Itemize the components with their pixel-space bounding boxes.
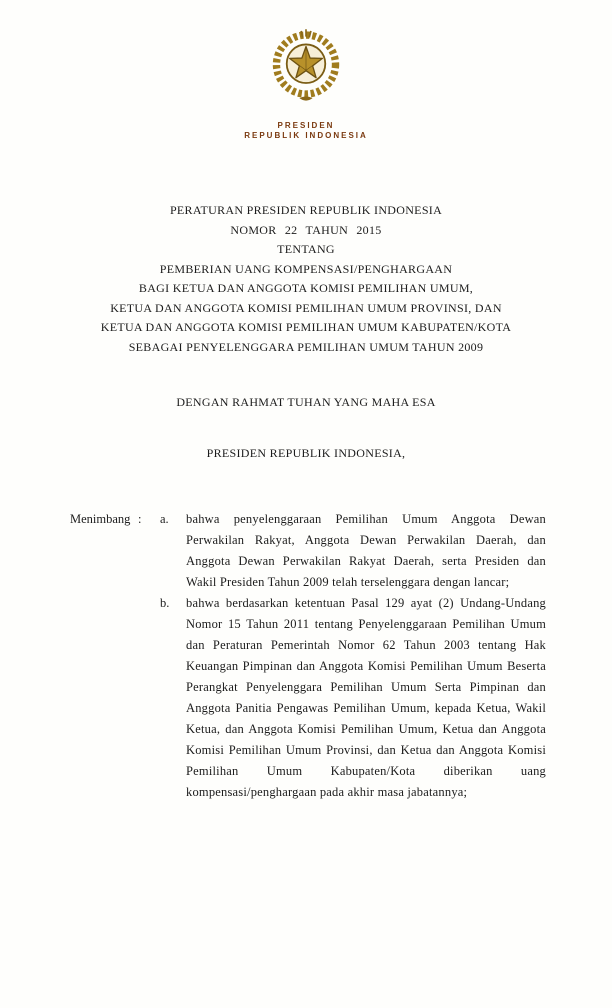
- regulation-title: [0, 201, 612, 357]
- letterhead: [0, 121, 612, 141]
- title-line-5: BAGI KETUA DAN ANGGOTA KOMISI PEMILIHAN UMUM,: [138, 281, 474, 295]
- letterhead-presiden: PRESIDEN: [277, 121, 335, 130]
- item-a-text: bahwa penyelenggaraan Pemilihan Umum Anggota Dewan Perwakilan Rakyat, Anggota Dewan Perwakilan Daerah, dan Anggota Dewan Perwakilan Rakyat Daerah, serta Presiden dan Wakil Presiden Tahun 2009 telah terselenggara dengan lancar;: [186, 512, 546, 589]
- considering-items: [160, 509, 546, 803]
- presiden-line: PRESIDEN REPUBLIK INDONESIA,: [206, 446, 406, 460]
- emblem-container: [0, 0, 612, 113]
- item-b-marker: b.: [160, 596, 170, 610]
- title-line-6: KETUA DAN ANGGOTA KOMISI PEMILIHAN UMUM PROVINSI, DAN: [110, 300, 502, 315]
- considering-label: Menimbang: [70, 512, 131, 526]
- title-line-8: SEBAGAI PENYELENGGARA PEMILIHAN UMUM TAHUN 2009: [128, 339, 484, 354]
- letterhead-republik-indonesia: REPUBLIK INDONESIA: [244, 131, 368, 140]
- considering-item-a: [160, 509, 546, 593]
- wreath-bow: [299, 97, 312, 101]
- considering-colon: :: [138, 512, 142, 526]
- item-a-marker: a.: [160, 512, 169, 526]
- title-line-7: KETUA DAN ANGGOTA KOMISI PEMILIHAN UMUM KABUPATEN/KOTA: [100, 320, 512, 334]
- title-line-nomor: NOMOR 22 TAHUN 2015: [230, 222, 382, 237]
- title-line-1: PERATURAN PRESIDEN REPUBLIK INDONESIA: [169, 203, 443, 217]
- title-line-tentang: TENTANG: [277, 242, 335, 256]
- item-b-text: bahwa berdasarkan ketentuan Pasal 129 ayat (2) Undang-Undang Nomor 15 Tahun 2011 tentang Penyelenggaraan Pemilihan Umum dan Peraturan Pemerintah Nomor 62 Tahun 2003 tentang Hak Keuangan Pimpinan dan Anggota Komisi Pemilihan Umum Beserta Perangkat Penyelenggara Pemilihan Umum Serta Pimpinan dan Anggota Panitia Pengawas Pemilihan Umum, kepada Ketua, Wakil Ketua, dan Anggota Komisi Pemilihan Umum, Ketua dan Anggota Komisi Pemilihan Umum Provinsi, dan Ketua dan Anggota Komisi Pemilihan Umum Kabupaten/Kota diberikan uang kompensasi/penghargaan pada akhir masa jabatannya;: [186, 596, 546, 799]
- title-line-4: PEMBERIAN UANG KOMPENSASI/PENGHARGAAN: [159, 261, 453, 276]
- considering-section: [70, 509, 546, 803]
- considering-item-b: [160, 593, 546, 803]
- presidential-emblem-icon: [264, 26, 348, 108]
- considering-row: [70, 509, 546, 803]
- rahmat-line: DENGAN RAHMAT TUHAN YANG MAHA ESA: [176, 395, 436, 409]
